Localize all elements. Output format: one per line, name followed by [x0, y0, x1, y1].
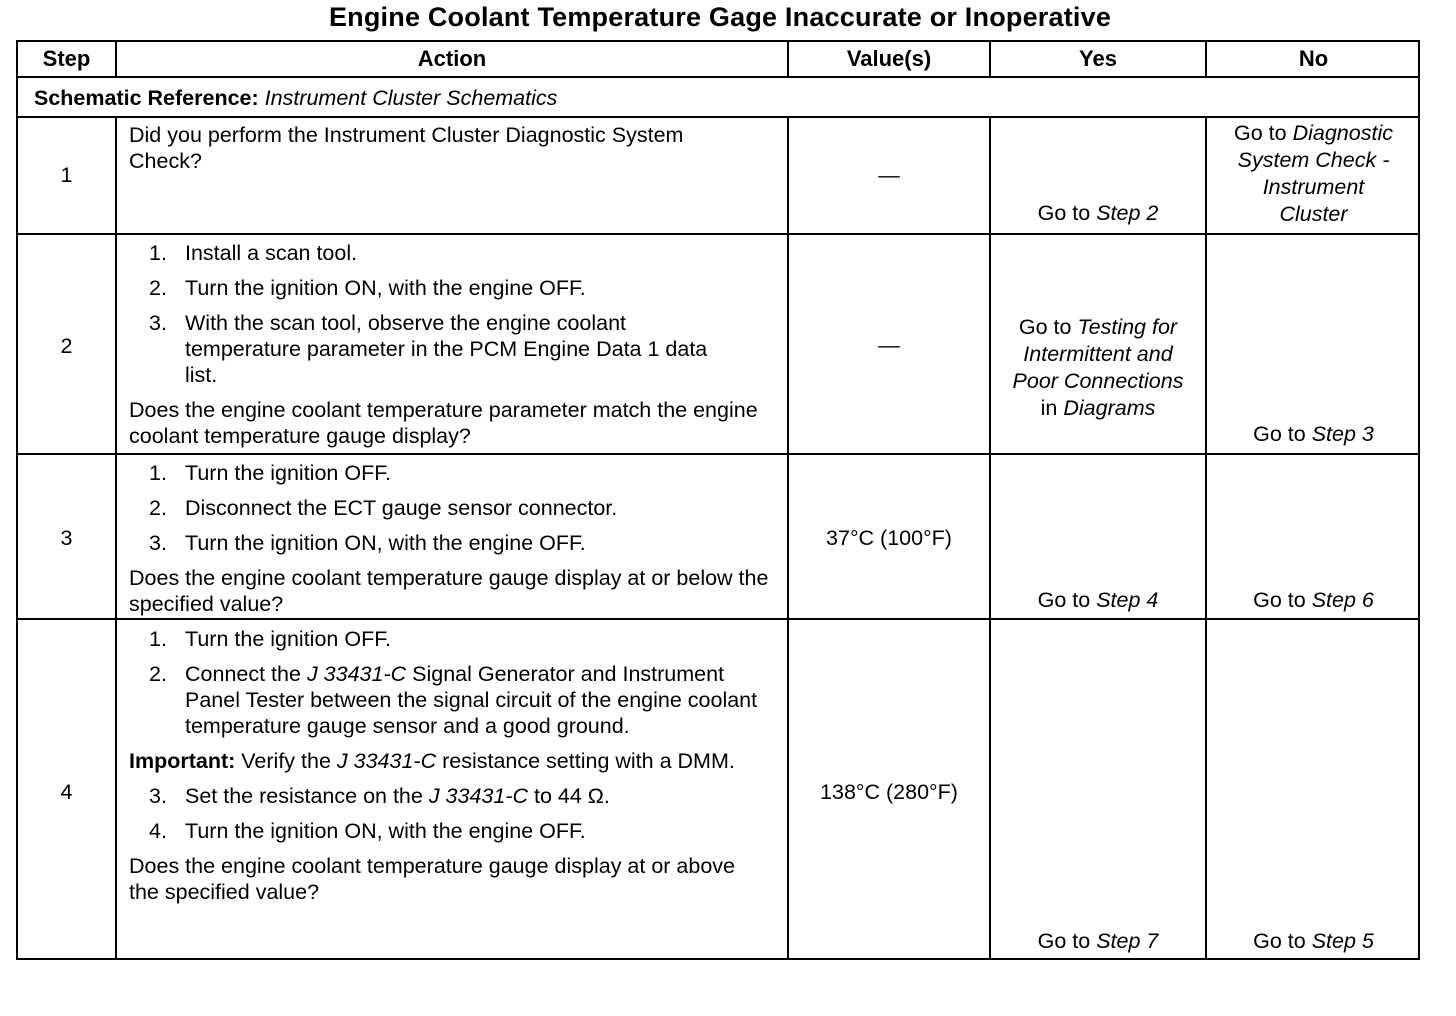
step-value: —	[878, 163, 900, 187]
yes-mid: in	[1040, 396, 1058, 420]
step-question: Does the engine coolant temperature parameter match the engine coolant temperature gauge display?	[129, 398, 758, 448]
step-action	[129, 240, 779, 449]
header-values: Value(s)	[846, 46, 932, 71]
item-number: 2.	[149, 276, 167, 300]
row-divider	[18, 453, 1418, 455]
schematic-label: Schematic Reference:	[34, 86, 259, 110]
yes-step-link[interactable]: Step 4	[1096, 588, 1159, 612]
step-number: 2	[60, 334, 73, 358]
yes-action[interactable]	[991, 314, 1205, 422]
yes-prefix: Go to	[1018, 315, 1072, 339]
yes-link-line2[interactable]: Intermittent and	[1023, 342, 1173, 366]
header-yes: Yes	[1079, 46, 1117, 71]
yes-action[interactable]	[991, 587, 1205, 613]
no-action[interactable]	[1207, 928, 1420, 954]
item-text: Turn the ignition ON, with the engine OFF.	[185, 276, 586, 300]
column-divider	[989, 42, 991, 958]
item-number: 1.	[149, 627, 167, 651]
item-number: 3.	[149, 784, 167, 808]
schematic-reference	[34, 85, 1334, 111]
header-no: No	[1298, 46, 1329, 71]
no-step-link[interactable]: Step 3	[1311, 422, 1374, 446]
item-text: Turn the ignition ON, with the engine OFF.	[185, 819, 586, 843]
no-prefix: Go to	[1253, 929, 1306, 953]
important-label: Important:	[129, 749, 236, 773]
no-step-link[interactable]: Step 6	[1311, 588, 1374, 612]
instruction-item	[129, 783, 779, 809]
item-text: Install a scan tool.	[185, 241, 358, 265]
instruction-list	[129, 460, 779, 556]
step-action	[129, 626, 779, 905]
no-action[interactable]	[1207, 587, 1420, 613]
item-text: Set the resistance on the	[185, 784, 423, 808]
step-action	[129, 460, 779, 617]
tool-reference[interactable]: J 33431-C	[306, 662, 407, 686]
note-text: resistance setting with a DMM.	[442, 749, 735, 773]
instruction-item	[129, 818, 779, 844]
no-link-line1[interactable]: Diagnostic	[1292, 121, 1393, 145]
step-value: 37°C (100°F)	[826, 526, 952, 550]
yes-link-line1[interactable]: Testing for	[1077, 315, 1178, 339]
page-title: Engine Coolant Temperature Gage Inaccurate or Inoperative	[328, 2, 1112, 32]
item-number: 3.	[149, 311, 167, 335]
instruction-item	[129, 240, 779, 266]
step-question: Does the engine coolant temperature gauge display at or above the specified value?	[129, 854, 735, 904]
no-step-link[interactable]: Step 5	[1311, 929, 1374, 953]
no-link-line4[interactable]: Cluster	[1279, 202, 1348, 226]
column-divider	[115, 42, 117, 958]
item-number: 1.	[149, 241, 167, 265]
item-text: Turn the ignition ON, with the engine OFF.	[185, 531, 586, 555]
no-action[interactable]	[1207, 421, 1420, 447]
instruction-item	[129, 495, 779, 521]
yes-prefix: Go to	[1037, 201, 1091, 225]
no-prefix: Go to	[1253, 588, 1306, 612]
item-text: Disconnect the ECT gauge sensor connector.	[185, 496, 618, 520]
tool-reference[interactable]: J 33431-C	[336, 749, 437, 773]
instruction-item	[129, 275, 779, 301]
item-number: 4.	[149, 819, 167, 843]
instruction-list	[129, 626, 779, 739]
item-number: 3.	[149, 531, 167, 555]
item-number: 2.	[149, 662, 167, 686]
instruction-item	[129, 530, 779, 556]
row-divider	[18, 233, 1418, 235]
instruction-list	[129, 783, 779, 844]
important-note	[129, 748, 779, 774]
row-divider	[18, 618, 1418, 620]
yes-step-link[interactable]: Step 2	[1096, 201, 1159, 225]
step-number: 1	[60, 163, 73, 187]
yes-step-link[interactable]: Step 7	[1096, 929, 1159, 953]
yes-action[interactable]	[991, 200, 1205, 226]
no-prefix: Go to	[1234, 121, 1287, 145]
item-text: Turn the ignition OFF.	[185, 461, 391, 485]
no-prefix: Go to	[1253, 422, 1306, 446]
diagnostic-table	[16, 40, 1420, 960]
no-action[interactable]	[1207, 120, 1420, 228]
instruction-item	[129, 626, 779, 652]
item-text: Connect the	[185, 662, 301, 686]
yes-prefix: Go to	[1037, 588, 1091, 612]
yes-prefix: Go to	[1037, 929, 1091, 953]
step-number: 3	[60, 526, 73, 550]
step-question: Did you perform the Instrument Cluster Diagnostic System Check?	[129, 123, 684, 173]
schematic-link[interactable]: Instrument Cluster Schematics	[264, 86, 558, 110]
instruction-item	[129, 310, 779, 388]
item-number: 2.	[149, 496, 167, 520]
header-step: Step	[42, 46, 91, 71]
instruction-item	[129, 460, 779, 486]
yes-link-line3[interactable]: Poor Connections	[1012, 369, 1184, 393]
instruction-list	[129, 240, 779, 388]
item-text: Signal Generator and Instrument Panel Tester between the signal circuit of the engine coolant temperature gauge sensor and a good ground.	[185, 662, 758, 738]
yes-action[interactable]	[991, 928, 1205, 954]
no-link-line3[interactable]: Instrument	[1262, 175, 1365, 199]
instruction-item	[129, 661, 779, 739]
item-text: to 44 Ω.	[534, 784, 610, 808]
row-divider	[18, 116, 1418, 118]
item-text: With the scan tool, observe the engine coolant temperature parameter in the PCM Engine Data 1 data list.	[185, 311, 708, 387]
step-question: Does the engine coolant temperature gauge display at or below the specified value?	[129, 566, 769, 616]
step-value: —	[878, 333, 900, 357]
no-link-line2[interactable]: System Check -	[1237, 148, 1390, 172]
header-action: Action	[417, 46, 487, 71]
tool-reference[interactable]: J 33431-C	[428, 784, 529, 808]
note-text: Verify the	[241, 749, 331, 773]
item-text: Turn the ignition OFF.	[185, 627, 391, 651]
yes-link-line4[interactable]: Diagrams	[1063, 396, 1156, 420]
step-number: 4	[60, 780, 73, 804]
item-number: 1.	[149, 461, 167, 485]
step-value: 138°C (280°F)	[820, 780, 958, 804]
